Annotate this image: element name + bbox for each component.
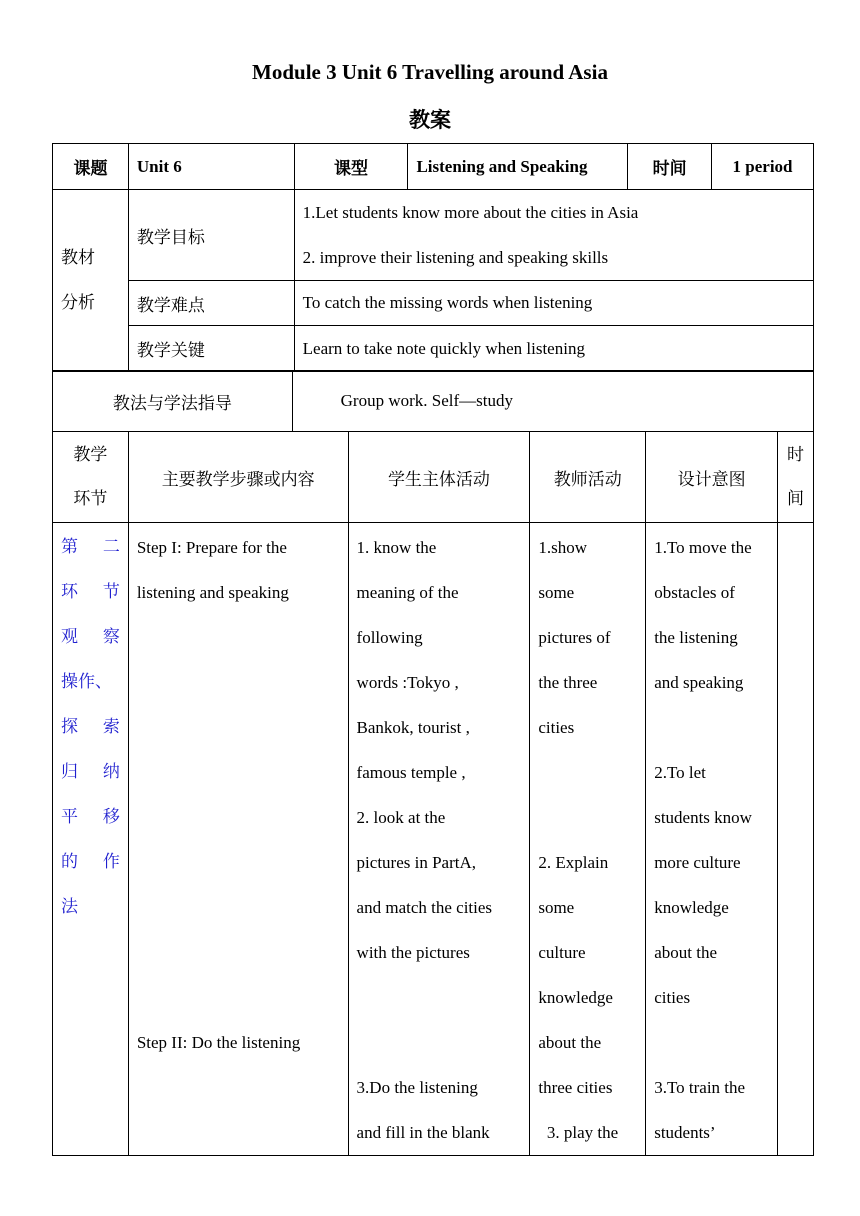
teacher-activity-line: 3. play the [538, 1123, 619, 1142]
header-stage-line1: 教学 [73, 445, 108, 465]
main-content-line [137, 615, 340, 660]
stage-char: 平 [61, 807, 78, 827]
design-intent-line: obstacles of [654, 583, 735, 602]
student-activity-line [357, 975, 522, 1020]
header-main: 主要教学步骤或内容 [128, 432, 348, 523]
document-subtitle: 教案 [409, 108, 451, 132]
stage-char: 作 [102, 852, 120, 872]
stage-char: 移 [102, 807, 120, 827]
method-label: 教法与学法指导 [53, 371, 293, 432]
main-content-line [137, 930, 340, 975]
main-content-line [137, 1065, 340, 1110]
goal-line2: 2. improve their listening and speaking skills [302, 248, 609, 267]
difficulty-value: To catch the missing words when listening [294, 281, 813, 326]
student-activity-line: 2. look at the [356, 808, 446, 827]
topic-label: 课题 [53, 144, 129, 190]
main-content-line [137, 885, 340, 930]
teacher-activity-cell [530, 523, 646, 1156]
design-intent-line: 1.To move the [654, 538, 752, 557]
teacher-activity-line: three cities [538, 1078, 613, 1097]
teacher-activity-line: some [538, 583, 575, 602]
student-activity-cell [348, 523, 530, 1156]
stage-line [61, 570, 120, 615]
design-intent-line [654, 1020, 769, 1065]
student-activity-line: 3.Do the listening [356, 1078, 478, 1097]
student-activity-line: meaning of the [356, 583, 459, 602]
header-teacher: 教师活动 [530, 432, 646, 523]
teacher-activity-line: 1.show [538, 538, 587, 557]
header-time [778, 432, 814, 523]
time-cell [778, 523, 814, 1156]
student-activity-line: following [356, 628, 423, 647]
stage-line [61, 525, 120, 570]
design-intent-line: students’ [654, 1123, 716, 1142]
stage-line [61, 750, 120, 795]
design-intent-line: knowledge [654, 898, 729, 917]
design-intent-line: students know [654, 808, 752, 827]
main-content-line [137, 840, 340, 885]
header-time-line2: 间 [787, 489, 805, 509]
analysis-label-line2: 分析 [61, 292, 95, 313]
method-value: Group work. Self—study [292, 371, 813, 432]
stage-char: 二 [102, 537, 120, 557]
goal-value [294, 190, 813, 281]
key-label: 教学关键 [128, 326, 294, 372]
stage-char: 节 [102, 582, 120, 602]
student-activity-line: 1. know the [356, 538, 437, 557]
info-table [52, 143, 814, 372]
design-intent-line: 3.To train the [654, 1078, 746, 1097]
topic-value: Unit 6 [128, 144, 294, 190]
design-intent-line: and speaking [654, 673, 744, 692]
stage-char: 环 [61, 582, 78, 602]
main-content-line [137, 750, 340, 795]
design-intent-line [654, 705, 769, 750]
main-content-line [137, 705, 340, 750]
stage-char: 索 [102, 717, 120, 737]
stage-char: 观 [61, 627, 78, 647]
design-intent-line: about the [654, 943, 717, 962]
stage-char: 归 [61, 762, 78, 782]
student-activity-line: Bankok, tourist , [356, 718, 470, 737]
teacher-activity-line [538, 750, 637, 795]
goal-label: 教学目标 [128, 190, 294, 281]
method-table [52, 370, 814, 432]
teacher-activity-line: some [538, 898, 575, 917]
stage-line [61, 840, 120, 885]
student-activity-line: words :Tokyo , [356, 673, 459, 692]
design-intent-line: more culture [654, 853, 741, 872]
header-time-line1: 时 [787, 445, 805, 465]
stage-char: 法 [61, 897, 78, 917]
key-value: Learn to take note quickly when listening [294, 326, 813, 372]
stage-char: 的 [61, 852, 78, 872]
goal-line1: 1.Let students know more about the cities in Asia [302, 203, 639, 222]
stage-line [61, 885, 120, 930]
teacher-activity-line: pictures of [538, 628, 611, 647]
student-activity-line: pictures in PartA, [356, 853, 476, 872]
stage-char: 探 [61, 717, 78, 737]
student-activity-line [357, 1020, 522, 1065]
analysis-label [53, 190, 129, 372]
stage-char: 纳 [102, 762, 120, 782]
analysis-label-line1: 教材 [61, 247, 95, 268]
stage-line [61, 660, 120, 705]
steps-table [52, 431, 814, 1156]
stage-char: 第 [61, 537, 78, 557]
teacher-activity-line: knowledge [538, 988, 613, 1007]
stage-line [61, 615, 120, 660]
teacher-activity-line: culture [538, 943, 586, 962]
teacher-activity-line: cities [538, 718, 575, 737]
stage-char: 察 [102, 627, 120, 647]
main-content-line [137, 660, 340, 705]
main-content-line: listening and speaking [136, 583, 289, 602]
stage-char: 操作、 [61, 672, 112, 692]
header-stage-line2: 环节 [73, 489, 108, 509]
type-label: 课型 [294, 144, 408, 190]
student-activity-line: and match the cities [356, 898, 493, 917]
design-intent-line: 2.To let [654, 763, 706, 782]
time-value: 1 period [712, 144, 814, 190]
teacher-activity-line: about the [538, 1033, 602, 1052]
main-content-line [137, 975, 340, 1020]
header-stage [53, 432, 129, 523]
teacher-activity-line: 2. Explain [538, 853, 609, 872]
type-value: Listening and Speaking [408, 144, 628, 190]
header-student: 学生主体活动 [348, 432, 530, 523]
stage-cell [53, 523, 129, 1156]
main-content-line [137, 1110, 340, 1155]
stage-line [61, 795, 120, 840]
main-content-cell [128, 523, 348, 1156]
time-label: 时间 [628, 144, 712, 190]
design-intent-line: cities [654, 988, 691, 1007]
stage-line [61, 705, 120, 750]
student-activity-line: famous temple , [356, 763, 466, 782]
difficulty-label: 教学难点 [128, 281, 294, 326]
main-content-line: Step I: Prepare for the [136, 538, 287, 557]
teacher-activity-line [538, 795, 637, 840]
main-content-line [137, 795, 340, 840]
student-activity-line: and fill in the blank [356, 1123, 490, 1142]
main-content-line: Step II: Do the listening [136, 1033, 301, 1052]
student-activity-line: with the pictures [356, 943, 470, 962]
teacher-activity-line: the three [538, 673, 598, 692]
design-intent-cell [646, 523, 778, 1156]
design-intent-line: the listening [654, 628, 738, 647]
document-title: Module 3 Unit 6 Travelling around Asia [252, 60, 608, 84]
header-design: 设计意图 [646, 432, 778, 523]
